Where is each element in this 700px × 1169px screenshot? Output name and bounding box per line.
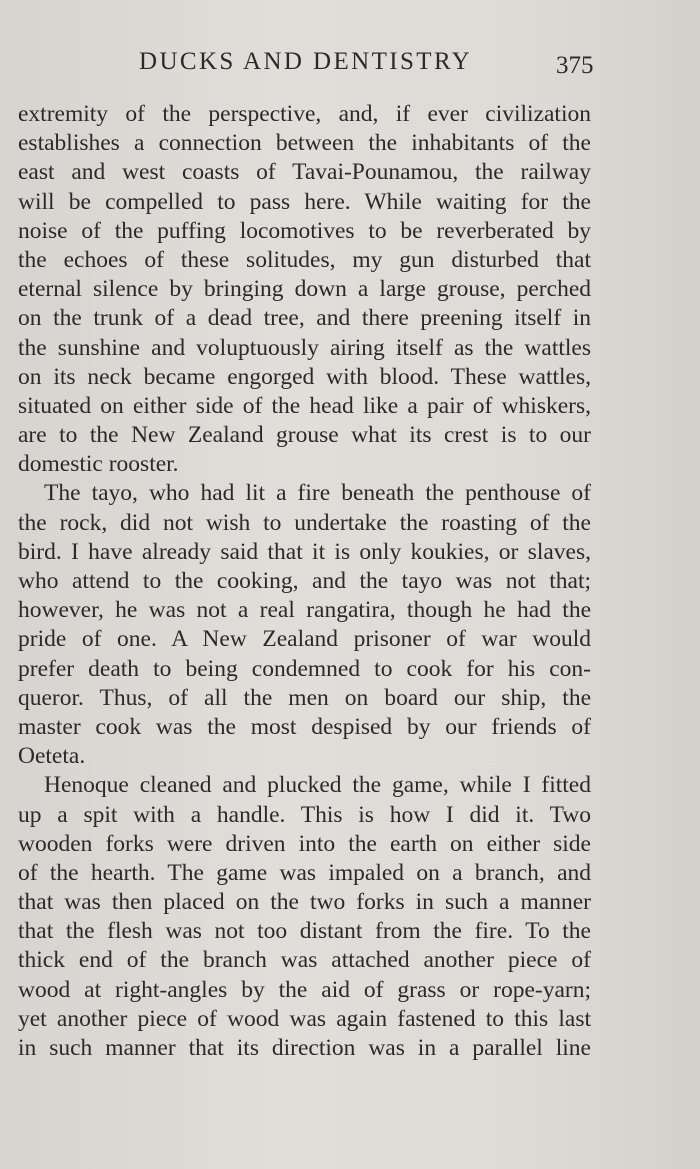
text-line: bird. I have already said that it is only koukies, or slaves, — [18, 538, 591, 565]
text-line: eternal silence by bringing down a large grouse, perched — [18, 276, 591, 303]
text-line: pride of one. A New Zealand prisoner of war would — [18, 626, 591, 653]
text-line: who attend to the cooking, and the tayo was not that; — [18, 568, 591, 594]
text-line: yet another piece of wood was again fastened to this last — [18, 1005, 591, 1032]
page-number: 375 — [556, 52, 594, 79]
text-line: prefer death to being condemned to cook for his con- — [18, 655, 591, 682]
text-line: wood at right-angles by the aid of grass or rope-yarn; — [18, 976, 591, 1003]
text-line: that was then placed on the two forks in such a manner — [18, 889, 591, 916]
text-line: wooden forks were driven into the earth on either side — [18, 830, 591, 857]
text-line: Henoque cleaned and plucked the game, while I fitted — [44, 772, 591, 799]
text-line: on its neck became engorged with blood. These wattles, — [18, 363, 591, 390]
text-line: will be compelled to pass here. While waiting for the — [18, 188, 591, 215]
text-line: Oeteta. — [18, 743, 86, 770]
text-line: queror. Thus, of all the men on board our ship, the — [18, 684, 591, 711]
text-line: in such manner that its direction was in a parallel line — [18, 1035, 591, 1061]
page-header — [0, 48, 700, 82]
running-head: DUCKS AND DENTISTRY — [139, 48, 473, 75]
text-line: the sunshine and voluptuously airing itself as the wattles — [18, 334, 591, 361]
text-line: the echoes of these solitudes, my gun disturbed that — [18, 246, 591, 273]
text-line: east and west coasts of Tavai-Pounamou, the railway — [18, 159, 591, 186]
text-line: establishes a connection between the inhabitants of the — [18, 130, 591, 157]
text-line: domestic rooster. — [18, 451, 179, 478]
text-line: up a spit with a handle. This is how I did it. Two — [18, 801, 591, 828]
text-line: however, he was not a real rangatira, though he had the — [18, 597, 591, 624]
text-line: extremity of the perspective, and, if ever civilization — [18, 101, 591, 127]
text-line: noise of the puffing locomotives to be reverberated by — [18, 217, 591, 244]
text-line: on the trunk of a dead tree, and there preening itself in — [18, 305, 591, 332]
text-line: The tayo, who had lit a fire beneath the penthouse of — [44, 480, 591, 507]
text-line: situated on either side of the head like a pair of whiskers, — [18, 392, 591, 419]
text-line: the rock, did not wish to undertake the roasting of the — [18, 509, 591, 536]
text-line: master cook was the most despised by our friends of — [18, 713, 591, 740]
text-line: of the hearth. The game was impaled on a branch, and — [18, 859, 591, 886]
body-text — [18, 100, 591, 1063]
text-line: are to the New Zealand grouse what its crest is to our — [18, 422, 591, 449]
text-line: that the flesh was not too distant from the fire. To the — [18, 918, 591, 945]
text-line: thick end of the branch was attached another piece of — [18, 947, 591, 974]
